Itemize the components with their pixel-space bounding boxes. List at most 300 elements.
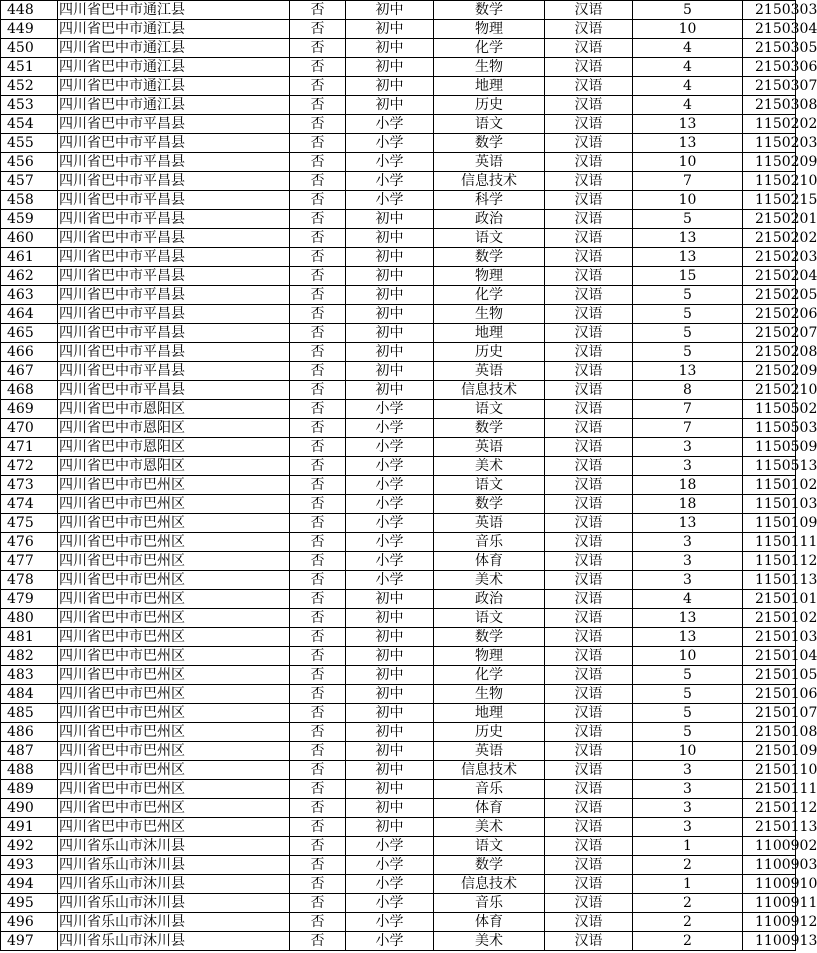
language-cell: 汉语 <box>545 362 633 381</box>
position-code-cell: 1150102 <box>743 476 796 495</box>
row-number: 456 <box>1 153 58 172</box>
region-cell: 四川省巴中市恩阳区 <box>58 419 290 438</box>
row-number: 472 <box>1 457 58 476</box>
subject-cell: 数学 <box>434 419 545 438</box>
flag-cell: 否 <box>290 267 346 286</box>
count-cell: 13 <box>633 514 743 533</box>
row-number: 486 <box>1 723 58 742</box>
position-code-cell: 2150207 <box>743 324 796 343</box>
table-row <box>1 438 796 457</box>
flag-cell: 否 <box>290 400 346 419</box>
table-row <box>1 77 796 96</box>
school-level-cell: 初中 <box>346 248 434 267</box>
flag-cell: 否 <box>290 343 346 362</box>
table-row <box>1 932 796 951</box>
language-cell: 汉语 <box>545 666 633 685</box>
school-level-cell: 初中 <box>346 609 434 628</box>
row-number: 464 <box>1 305 58 324</box>
table-row <box>1 457 796 476</box>
subject-cell: 化学 <box>434 666 545 685</box>
school-level-cell: 小学 <box>346 172 434 191</box>
flag-cell: 否 <box>290 172 346 191</box>
position-code-cell: 1100911 <box>743 894 796 913</box>
count-cell: 15 <box>633 267 743 286</box>
count-cell: 5 <box>633 723 743 742</box>
count-cell: 4 <box>633 77 743 96</box>
position-code-cell: 1150503 <box>743 419 796 438</box>
language-cell: 汉语 <box>545 837 633 856</box>
flag-cell: 否 <box>290 628 346 647</box>
row-number: 452 <box>1 77 58 96</box>
position-code-cell: 1150215 <box>743 191 796 210</box>
flag-cell: 否 <box>290 533 346 552</box>
row-number: 490 <box>1 799 58 818</box>
subject-cell: 语文 <box>434 400 545 419</box>
row-number: 474 <box>1 495 58 514</box>
subject-cell: 生物 <box>434 58 545 77</box>
table-row <box>1 609 796 628</box>
count-cell: 1 <box>633 837 743 856</box>
position-code-cell: 1150210 <box>743 172 796 191</box>
position-code-cell: 1150113 <box>743 571 796 590</box>
table-row <box>1 115 796 134</box>
table-row <box>1 343 796 362</box>
flag-cell: 否 <box>290 894 346 913</box>
region-cell: 四川省乐山市沐川县 <box>58 932 290 951</box>
table-row <box>1 761 796 780</box>
language-cell: 汉语 <box>545 210 633 229</box>
flag-cell: 否 <box>290 153 346 172</box>
row-number: 450 <box>1 39 58 58</box>
flag-cell: 否 <box>290 799 346 818</box>
language-cell: 汉语 <box>545 39 633 58</box>
count-cell: 10 <box>633 20 743 39</box>
row-number: 491 <box>1 818 58 837</box>
subject-cell: 历史 <box>434 96 545 115</box>
region-cell: 四川省乐山市沐川县 <box>58 894 290 913</box>
table-row <box>1 590 796 609</box>
language-cell: 汉语 <box>545 419 633 438</box>
table-row <box>1 514 796 533</box>
language-cell: 汉语 <box>545 438 633 457</box>
row-number: 497 <box>1 932 58 951</box>
position-code-cell: 2150202 <box>743 229 796 248</box>
school-level-cell: 小学 <box>346 115 434 134</box>
count-cell: 10 <box>633 742 743 761</box>
subject-cell: 英语 <box>434 438 545 457</box>
subject-cell: 英语 <box>434 153 545 172</box>
subject-cell: 化学 <box>434 286 545 305</box>
language-cell: 汉语 <box>545 685 633 704</box>
position-code-cell: 1150513 <box>743 457 796 476</box>
count-cell: 4 <box>633 58 743 77</box>
count-cell: 5 <box>633 685 743 704</box>
region-cell: 四川省巴中市通江县 <box>58 20 290 39</box>
region-cell: 四川省巴中市巴州区 <box>58 552 290 571</box>
count-cell: 13 <box>633 134 743 153</box>
school-level-cell: 初中 <box>346 39 434 58</box>
subject-cell: 美术 <box>434 457 545 476</box>
language-cell: 汉语 <box>545 856 633 875</box>
table-row <box>1 533 796 552</box>
row-number: 457 <box>1 172 58 191</box>
count-cell: 7 <box>633 419 743 438</box>
table-row <box>1 362 796 381</box>
position-code-cell: 2150205 <box>743 286 796 305</box>
subject-cell: 数学 <box>434 856 545 875</box>
row-number: 479 <box>1 590 58 609</box>
region-cell: 四川省巴中市通江县 <box>58 58 290 77</box>
table-row <box>1 799 796 818</box>
table-row <box>1 666 796 685</box>
table-row <box>1 267 796 286</box>
region-cell: 四川省巴中市巴州区 <box>58 799 290 818</box>
subject-cell: 英语 <box>434 514 545 533</box>
position-code-cell: 1100902 <box>743 837 796 856</box>
school-level-cell: 初中 <box>346 77 434 96</box>
region-cell: 四川省巴中市巴州区 <box>58 628 290 647</box>
flag-cell: 否 <box>290 381 346 400</box>
flag-cell: 否 <box>290 96 346 115</box>
language-cell: 汉语 <box>545 913 633 932</box>
position-code-cell: 2150203 <box>743 248 796 267</box>
region-cell: 四川省乐山市沐川县 <box>58 875 290 894</box>
region-cell: 四川省巴中市通江县 <box>58 77 290 96</box>
flag-cell: 否 <box>290 913 346 932</box>
region-cell: 四川省乐山市沐川县 <box>58 837 290 856</box>
subject-cell: 数学 <box>434 628 545 647</box>
count-cell: 18 <box>633 495 743 514</box>
flag-cell: 否 <box>290 742 346 761</box>
table-row <box>1 153 796 172</box>
row-number: 484 <box>1 685 58 704</box>
language-cell: 汉语 <box>545 780 633 799</box>
row-number: 470 <box>1 419 58 438</box>
region-cell: 四川省巴中市巴州区 <box>58 685 290 704</box>
table-row <box>1 419 796 438</box>
count-cell: 13 <box>633 115 743 134</box>
count-cell: 5 <box>633 324 743 343</box>
language-cell: 汉语 <box>545 495 633 514</box>
subject-cell: 语文 <box>434 609 545 628</box>
count-cell: 18 <box>633 476 743 495</box>
table-row <box>1 58 796 77</box>
count-cell: 5 <box>633 286 743 305</box>
row-number: 468 <box>1 381 58 400</box>
row-number: 488 <box>1 761 58 780</box>
table-row <box>1 476 796 495</box>
count-cell: 4 <box>633 590 743 609</box>
region-cell: 四川省巴中市巴州区 <box>58 476 290 495</box>
position-code-cell: 2150208 <box>743 343 796 362</box>
region-cell: 四川省乐山市沐川县 <box>58 856 290 875</box>
table-row <box>1 134 796 153</box>
school-level-cell: 初中 <box>346 704 434 723</box>
subject-cell: 生物 <box>434 685 545 704</box>
count-cell: 1 <box>633 875 743 894</box>
school-level-cell: 初中 <box>346 20 434 39</box>
school-level-cell: 初中 <box>346 286 434 305</box>
count-cell: 4 <box>633 96 743 115</box>
language-cell: 汉语 <box>545 932 633 951</box>
flag-cell: 否 <box>290 590 346 609</box>
region-cell: 四川省巴中市平昌县 <box>58 210 290 229</box>
school-level-cell: 初中 <box>346 685 434 704</box>
region-cell: 四川省巴中市巴州区 <box>58 723 290 742</box>
language-cell: 汉语 <box>545 457 633 476</box>
position-code-cell: 2150308 <box>743 96 796 115</box>
count-cell: 13 <box>633 229 743 248</box>
language-cell: 汉语 <box>545 77 633 96</box>
language-cell: 汉语 <box>545 381 633 400</box>
region-cell: 四川省乐山市沐川县 <box>58 913 290 932</box>
region-cell: 四川省巴中市平昌县 <box>58 191 290 210</box>
position-code-cell: 2150306 <box>743 58 796 77</box>
count-cell: 10 <box>633 153 743 172</box>
row-number: 469 <box>1 400 58 419</box>
table-row <box>1 742 796 761</box>
language-cell: 汉语 <box>545 115 633 134</box>
language-cell: 汉语 <box>545 324 633 343</box>
row-number: 460 <box>1 229 58 248</box>
table-row <box>1 894 796 913</box>
flag-cell: 否 <box>290 438 346 457</box>
school-level-cell: 初中 <box>346 58 434 77</box>
position-code-cell: 2150110 <box>743 761 796 780</box>
region-cell: 四川省巴中市巴州区 <box>58 666 290 685</box>
school-level-cell: 小学 <box>346 191 434 210</box>
subject-cell: 物理 <box>434 20 545 39</box>
row-number: 471 <box>1 438 58 457</box>
school-level-cell: 初中 <box>346 723 434 742</box>
row-number: 483 <box>1 666 58 685</box>
language-cell: 汉语 <box>545 1 633 20</box>
table-row <box>1 913 796 932</box>
row-number: 485 <box>1 704 58 723</box>
table-body <box>1 1 817 951</box>
school-level-cell: 小学 <box>346 571 434 590</box>
position-code-cell: 2150305 <box>743 39 796 58</box>
language-cell: 汉语 <box>545 552 633 571</box>
school-level-cell: 小学 <box>346 438 434 457</box>
school-level-cell: 初中 <box>346 628 434 647</box>
language-cell: 汉语 <box>545 286 633 305</box>
school-level-cell: 初中 <box>346 742 434 761</box>
school-level-cell: 小学 <box>346 514 434 533</box>
count-cell: 13 <box>633 609 743 628</box>
position-code-cell: 2150108 <box>743 723 796 742</box>
row-number: 481 <box>1 628 58 647</box>
region-cell: 四川省巴中市平昌县 <box>58 229 290 248</box>
language-cell: 汉语 <box>545 571 633 590</box>
position-code-cell: 2150103 <box>743 628 796 647</box>
count-cell: 2 <box>633 913 743 932</box>
table-row <box>1 229 796 248</box>
subject-cell: 数学 <box>434 495 545 514</box>
position-code-cell: 2150106 <box>743 685 796 704</box>
table-row <box>1 305 796 324</box>
school-level-cell: 初中 <box>346 799 434 818</box>
position-code-cell: 2150303 <box>743 1 796 20</box>
table-row <box>1 20 796 39</box>
subject-cell: 音乐 <box>434 533 545 552</box>
subject-cell: 信息技术 <box>434 761 545 780</box>
subject-cell: 美术 <box>434 818 545 837</box>
school-level-cell: 初中 <box>346 229 434 248</box>
language-cell: 汉语 <box>545 514 633 533</box>
row-number: 492 <box>1 837 58 856</box>
language-cell: 汉语 <box>545 723 633 742</box>
school-level-cell: 小学 <box>346 134 434 153</box>
subject-cell: 音乐 <box>434 780 545 799</box>
language-cell: 汉语 <box>545 818 633 837</box>
language-cell: 汉语 <box>545 58 633 77</box>
language-cell: 汉语 <box>545 20 633 39</box>
count-cell: 3 <box>633 761 743 780</box>
row-number: 449 <box>1 20 58 39</box>
flag-cell: 否 <box>290 552 346 571</box>
position-code-cell: 1150209 <box>743 153 796 172</box>
position-code-cell: 1150109 <box>743 514 796 533</box>
position-code-cell: 1100903 <box>743 856 796 875</box>
subject-cell: 语文 <box>434 837 545 856</box>
count-cell: 5 <box>633 1 743 20</box>
flag-cell: 否 <box>290 932 346 951</box>
subject-cell: 音乐 <box>434 894 545 913</box>
subject-cell: 物理 <box>434 647 545 666</box>
school-level-cell: 小学 <box>346 875 434 894</box>
count-cell: 3 <box>633 552 743 571</box>
flag-cell: 否 <box>290 704 346 723</box>
subject-cell: 美术 <box>434 571 545 590</box>
region-cell: 四川省巴中市巴州区 <box>58 609 290 628</box>
flag-cell: 否 <box>290 495 346 514</box>
count-cell: 10 <box>633 647 743 666</box>
school-level-cell: 初中 <box>346 267 434 286</box>
school-level-cell: 初中 <box>346 324 434 343</box>
language-cell: 汉语 <box>545 609 633 628</box>
subject-cell: 体育 <box>434 552 545 571</box>
flag-cell: 否 <box>290 685 346 704</box>
region-cell: 四川省巴中市巴州区 <box>58 742 290 761</box>
table-row <box>1 628 796 647</box>
school-level-cell: 小学 <box>346 495 434 514</box>
language-cell: 汉语 <box>545 267 633 286</box>
school-level-cell: 小学 <box>346 153 434 172</box>
flag-cell: 否 <box>290 58 346 77</box>
flag-cell: 否 <box>290 476 346 495</box>
count-cell: 3 <box>633 780 743 799</box>
row-number: 482 <box>1 647 58 666</box>
position-code-cell: 1100913 <box>743 932 796 951</box>
region-cell: 四川省巴中市平昌县 <box>58 324 290 343</box>
region-cell: 四川省巴中市平昌县 <box>58 153 290 172</box>
flag-cell: 否 <box>290 20 346 39</box>
row-number: 461 <box>1 248 58 267</box>
position-code-cell: 2150102 <box>743 609 796 628</box>
region-cell: 四川省巴中市通江县 <box>58 1 290 20</box>
language-cell: 汉语 <box>545 229 633 248</box>
flag-cell: 否 <box>290 723 346 742</box>
school-level-cell: 小学 <box>346 476 434 495</box>
language-cell: 汉语 <box>545 191 633 210</box>
flag-cell: 否 <box>290 1 346 20</box>
position-code-cell: 1150112 <box>743 552 796 571</box>
table-row <box>1 552 796 571</box>
row-number: 475 <box>1 514 58 533</box>
table-row <box>1 210 796 229</box>
flag-cell: 否 <box>290 286 346 305</box>
subject-cell: 地理 <box>434 77 545 96</box>
flag-cell: 否 <box>290 229 346 248</box>
table-row <box>1 856 796 875</box>
position-code-cell: 2150304 <box>743 20 796 39</box>
region-cell: 四川省巴中市平昌县 <box>58 305 290 324</box>
position-code-cell: 2150105 <box>743 666 796 685</box>
flag-cell: 否 <box>290 837 346 856</box>
position-code-cell: 2150206 <box>743 305 796 324</box>
position-code-cell: 1150509 <box>743 438 796 457</box>
row-number: 459 <box>1 210 58 229</box>
subject-cell: 数学 <box>434 1 545 20</box>
subject-cell: 数学 <box>434 134 545 153</box>
position-code-cell: 2150201 <box>743 210 796 229</box>
position-code-cell: 2150210 <box>743 381 796 400</box>
flag-cell: 否 <box>290 77 346 96</box>
region-cell: 四川省巴中市平昌县 <box>58 115 290 134</box>
region-cell: 四川省巴中市巴州区 <box>58 818 290 837</box>
school-level-cell: 初中 <box>346 761 434 780</box>
school-level-cell: 小学 <box>346 552 434 571</box>
table-row <box>1 381 796 400</box>
subject-cell: 信息技术 <box>434 172 545 191</box>
school-level-cell: 初中 <box>346 666 434 685</box>
region-cell: 四川省巴中市通江县 <box>58 39 290 58</box>
subject-cell: 数学 <box>434 248 545 267</box>
language-cell: 汉语 <box>545 590 633 609</box>
school-level-cell: 初中 <box>346 818 434 837</box>
region-cell: 四川省巴中市平昌县 <box>58 362 290 381</box>
row-number: 494 <box>1 875 58 894</box>
region-cell: 四川省巴中市恩阳区 <box>58 438 290 457</box>
flag-cell: 否 <box>290 134 346 153</box>
row-number: 487 <box>1 742 58 761</box>
count-cell: 5 <box>633 343 743 362</box>
table-row <box>1 96 796 115</box>
flag-cell: 否 <box>290 571 346 590</box>
count-cell: 5 <box>633 305 743 324</box>
subject-cell: 信息技术 <box>434 381 545 400</box>
language-cell: 汉语 <box>545 533 633 552</box>
table-row <box>1 172 796 191</box>
row-number: 477 <box>1 552 58 571</box>
row-number: 478 <box>1 571 58 590</box>
flag-cell: 否 <box>290 248 346 267</box>
school-level-cell: 初中 <box>346 96 434 115</box>
flag-cell: 否 <box>290 210 346 229</box>
school-level-cell: 初中 <box>346 1 434 20</box>
count-cell: 13 <box>633 628 743 647</box>
language-cell: 汉语 <box>545 875 633 894</box>
position-code-cell: 2150104 <box>743 647 796 666</box>
flag-cell: 否 <box>290 818 346 837</box>
region-cell: 四川省巴中市巴州区 <box>58 780 290 799</box>
subject-cell: 化学 <box>434 39 545 58</box>
row-number: 467 <box>1 362 58 381</box>
table-row <box>1 875 796 894</box>
table-row <box>1 704 796 723</box>
position-code-cell: 2150204 <box>743 267 796 286</box>
